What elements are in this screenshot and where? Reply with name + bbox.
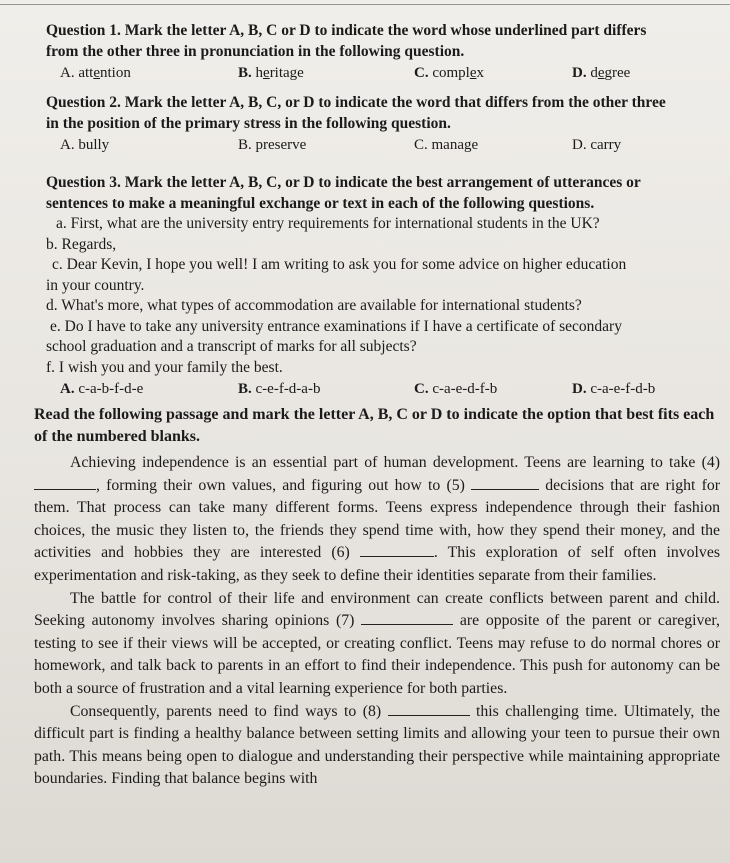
blank-7[interactable] xyxy=(361,623,453,625)
q3-line-a: a. First, what are the university entry requirements for international students in the UK? xyxy=(56,215,600,232)
q3-line-c-cont: in your country. xyxy=(46,276,145,294)
q3-option-d[interactable]: D. c-a-e-f-d-b xyxy=(572,381,656,397)
question-2-prompt: Question 2. Mark the letter A, B, C, or D to indicate the word that differs from the other three in the position of the primary stress in the following question. xyxy=(46,94,666,132)
q2-option-a[interactable]: A. bully xyxy=(60,137,110,153)
question-3-prompt: Question 3. Mark the letter A, B, C, or D to indicate the best arrangement of utterances or sentences to make a meaningful exchange or text in each of the following questions. xyxy=(46,174,641,212)
blank-4[interactable] xyxy=(34,488,96,490)
q1-option-b[interactable]: B. heritage xyxy=(238,65,304,81)
reading-passage xyxy=(34,404,720,791)
q2-option-d[interactable]: D. carry xyxy=(572,137,622,153)
q3-option-c[interactable]: C. c-a-e-d-f-b xyxy=(414,381,498,397)
blank-8[interactable] xyxy=(388,714,470,716)
q1-option-a[interactable]: A. attention xyxy=(60,65,131,81)
question-2 xyxy=(46,92,674,155)
q2-option-b[interactable]: B. preserve xyxy=(238,137,307,153)
question-1-prompt: Question 1. Mark the letter A, B, C or D to indicate the word whose underlined part differs from the other three in pronunciation in the following question. xyxy=(46,22,647,60)
q3-line-e-cont: school graduation and a transcript of marks for all subjects? xyxy=(46,338,417,355)
q3-line-d: d. What's more, what types of accommodation are available for international students? xyxy=(46,297,582,314)
passage-instruction: Read the following passage and mark the letter A, B, C or D to indicate the option that best fits each of the numbered blanks. xyxy=(34,406,715,445)
top-rule xyxy=(0,4,730,5)
question-3-options xyxy=(46,379,674,399)
question-2-options xyxy=(46,135,674,155)
passage-paragraph-1: Achieving independence is an essential part of human development. Teens are learning to take (4) , forming their own values, and figuring out how to (5) decisions that are right for them. That process can take many different forms. Teens express independence through their fashion choices, the music they listen to, the friends they spend time with, how they spend their money, and the activities and hobbies they are interested (6) . This exploration of self often involves experimentation and risk-taking, as they seek to define their identities separate from their families. xyxy=(34,454,720,584)
q1-option-c[interactable]: C. complex xyxy=(414,65,485,81)
q3-line-f: f. I wish you and your family the best. xyxy=(46,358,283,376)
passage-paragraph-3: Consequently, parents need to find ways to (8) this challenging time. Ultimately, the difficult part is finding a healthy balance between setting limits and allowing your teen to pursue their own path. This means being open to dialogue and understanding their perspective while maintaining appropriate boundaries. Finding that balance begins with xyxy=(34,702,720,788)
q1-option-d[interactable]: D. degree xyxy=(572,65,631,81)
q3-line-b: b. Regards, xyxy=(46,235,117,253)
q2-option-c[interactable]: C. manage xyxy=(414,137,479,153)
passage-paragraph-2: The battle for control of their life and environment can create conflicts between parent and child. Seeking autonomy involves sharing opinions (7) are opposite of the parent or caregiver, testing to see if their views will be accepted, or creating conflict. Teens may refuse to do normal chores or homework, and talk back to parents in an effort to find their independence. This push for autonomy can be both a source of frustration and a vital learning experience for both parties. xyxy=(34,589,720,697)
blank-6[interactable] xyxy=(360,555,434,557)
question-1-options xyxy=(46,63,674,83)
q3-line-e: e. Do I have to take any university entrance examinations if I have a certificate of secondary xyxy=(50,317,622,335)
q3-option-a[interactable]: A. c-a-b-f-d-e xyxy=(60,381,144,397)
blank-5[interactable] xyxy=(471,488,539,490)
question-1 xyxy=(46,20,674,83)
q3-line-c: c. Dear Kevin, I hope you well! I am writing to ask you for some advice on higher education xyxy=(52,256,627,273)
question-3 xyxy=(46,172,674,399)
q3-option-b[interactable]: B. c-e-f-d-a-b xyxy=(238,381,321,397)
